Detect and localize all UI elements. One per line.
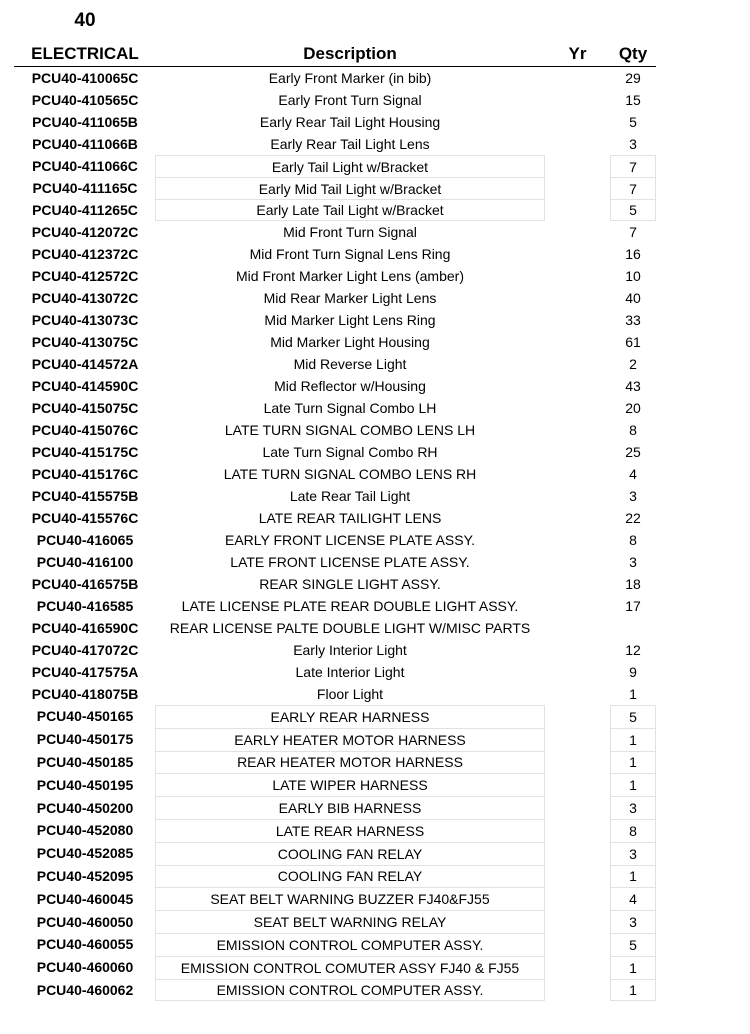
part-year [545, 485, 610, 507]
part-description: COOLING FAN RELAY [155, 865, 545, 888]
part-number: PCU40-460060 [36, 959, 134, 976]
part-number: PCU40-452095 [36, 867, 134, 884]
part-year [545, 617, 610, 639]
part-quantity: 1 [610, 865, 656, 888]
part-year [545, 595, 610, 617]
part-number: PCU40-415575B [31, 488, 139, 504]
part-description: Floor Light [316, 686, 384, 702]
part-number: PCU40-460045 [36, 890, 134, 907]
part-description: COOLING FAN RELAY [155, 842, 545, 865]
part-description: Late Turn Signal Combo LH [263, 400, 437, 416]
part-number: PCU40-418075B [31, 686, 139, 702]
table-row [0, 287, 750, 309]
part-year [545, 331, 610, 353]
part-number: PCU40-412572C [31, 268, 139, 284]
part-quantity: 8 [629, 532, 637, 548]
part-description: SEAT BELT WARNING BUZZER FJ40&FJ55 [155, 887, 545, 910]
table-row [0, 728, 750, 751]
part-quantity: 1 [610, 728, 656, 751]
part-number: PCU40-411165C [32, 180, 138, 196]
part-description: Mid Front Turn Signal [283, 224, 417, 240]
part-quantity: 3 [610, 842, 656, 865]
table-row [0, 910, 750, 933]
part-description: Late Interior Light [295, 664, 405, 680]
part-year [545, 842, 610, 865]
part-year [545, 177, 610, 199]
part-number: PCU40-413072C [31, 290, 139, 306]
part-year [545, 661, 610, 683]
table-row [0, 111, 750, 133]
part-description: Mid Marker Light Housing [270, 334, 430, 350]
part-description: Late Rear Tail Light [289, 488, 411, 504]
part-number: PCU40-460055 [36, 936, 134, 953]
part-quantity: 8 [629, 422, 637, 438]
table-row [0, 67, 750, 89]
table-row [0, 309, 750, 331]
part-description: EMISSION CONTROL COMPUTER ASSY. [155, 933, 545, 956]
part-year [545, 910, 610, 933]
table-row [0, 933, 750, 956]
part-year [545, 265, 610, 287]
table-row [0, 956, 750, 979]
table-row [0, 133, 750, 155]
table-row [0, 551, 750, 573]
part-year [545, 639, 610, 661]
part-year [545, 796, 610, 819]
part-year [545, 773, 610, 796]
part-year [545, 728, 610, 751]
table-row [0, 705, 750, 728]
table-row [0, 485, 750, 507]
part-quantity: 29 [625, 70, 641, 86]
part-quantity: 20 [625, 400, 641, 416]
part-number: PCU40-450185 [36, 753, 134, 770]
part-quantity: 2 [629, 356, 637, 372]
part-description: LATE REAR TAILIGHT LENS [258, 510, 442, 526]
part-year [545, 751, 610, 774]
part-quantity: 5 [610, 933, 656, 956]
table-row [0, 155, 750, 177]
part-number: PCU40-415076C [31, 422, 139, 438]
part-description: LATE TURN SIGNAL COMBO LENS LH [224, 422, 476, 438]
table-row [0, 529, 750, 551]
part-quantity: 18 [625, 576, 641, 592]
part-number: PCU40-417072C [31, 642, 139, 658]
part-quantity: 25 [625, 444, 641, 460]
part-description: EARLY HEATER MOTOR HARNESS [155, 728, 545, 751]
part-number: PCU40-416575B [31, 576, 139, 592]
table-row [0, 842, 750, 865]
table-row [0, 573, 750, 595]
part-quantity: 7 [629, 224, 637, 240]
part-quantity: 1 [610, 773, 656, 796]
part-quantity: 3 [629, 488, 637, 504]
part-quantity: 12 [625, 642, 641, 658]
part-year [545, 133, 610, 155]
part-description: Mid Front Turn Signal Lens Ring [249, 246, 451, 262]
part-quantity: 33 [625, 312, 641, 328]
part-quantity: 4 [610, 887, 656, 910]
part-description: Mid Rear Marker Light Lens [263, 290, 437, 306]
part-description: EMISSION CONTROL COMUTER ASSY FJ40 & FJ55 [155, 956, 545, 979]
part-number: PCU40-416585 [36, 598, 134, 614]
table-row [0, 221, 750, 243]
table-row [0, 199, 750, 221]
part-quantity: 4 [629, 466, 637, 482]
part-description: Early Interior Light [293, 642, 407, 658]
part-quantity: 1 [610, 979, 656, 1002]
part-description: Early Rear Tail Light Housing [259, 114, 441, 130]
header-yr: Yr [568, 44, 587, 63]
part-number: PCU40-410565C [31, 92, 139, 108]
part-year [545, 375, 610, 397]
part-year [545, 67, 610, 89]
part-quantity: 1 [629, 686, 637, 702]
part-number: PCU40-417575A [31, 664, 139, 680]
part-description: EARLY BIB HARNESS [155, 796, 545, 819]
part-quantity: 1 [610, 751, 656, 774]
parts-table [0, 67, 750, 1001]
part-year [545, 507, 610, 529]
part-number: PCU40-413075C [31, 334, 139, 350]
part-number: PCU40-416100 [36, 554, 134, 570]
header-description: Description [303, 44, 397, 63]
part-description: Early Front Turn Signal [278, 92, 422, 108]
header-qty: Qty [618, 44, 648, 63]
part-year [545, 705, 610, 728]
part-description: REAR SINGLE LIGHT ASSY. [259, 576, 441, 592]
part-description: Mid Marker Light Lens Ring [264, 312, 436, 328]
part-year [545, 243, 610, 265]
table-row [0, 887, 750, 910]
part-description: Early Tail Light w/Bracket [155, 155, 545, 177]
table-row [0, 595, 750, 617]
part-number: PCU40-413073C [31, 312, 139, 328]
part-quantity: 5 [629, 114, 637, 130]
part-quantity: 61 [625, 334, 641, 350]
part-description: LATE TURN SIGNAL COMBO LENS RH [223, 466, 477, 482]
part-number: PCU40-415176C [31, 466, 139, 482]
table-row [0, 463, 750, 485]
sheet-number: 40 [74, 10, 96, 31]
part-description: REAR HEATER MOTOR HARNESS [155, 751, 545, 774]
part-description: EMISSION CONTROL COMPUTER ASSY. [155, 979, 545, 1002]
table-row [0, 773, 750, 796]
part-quantity: 16 [625, 246, 641, 262]
table-row [0, 353, 750, 375]
part-number: PCU40-414572A [31, 356, 139, 372]
part-quantity: 10 [625, 268, 641, 284]
header-category: ELECTRICAL [31, 44, 139, 63]
part-description: SEAT BELT WARNING RELAY [155, 910, 545, 933]
part-quantity: 8 [610, 819, 656, 842]
table-row [0, 265, 750, 287]
part-description: Late Turn Signal Combo RH [262, 444, 438, 460]
table-row [0, 639, 750, 661]
table-row [0, 89, 750, 111]
part-description: EARLY FRONT LICENSE PLATE ASSY. [224, 532, 476, 548]
part-number: PCU40-411066B [32, 136, 138, 152]
table-row [0, 397, 750, 419]
part-number: PCU40-411065B [32, 114, 138, 130]
part-year [545, 199, 610, 221]
part-year [545, 287, 610, 309]
part-quantity [610, 617, 656, 639]
table-row [0, 177, 750, 199]
part-year [545, 573, 610, 595]
part-year [545, 155, 610, 177]
part-quantity: 40 [625, 290, 641, 306]
part-number: PCU40-411066C [32, 158, 138, 174]
part-year [545, 865, 610, 888]
part-description: Mid Reverse Light [293, 356, 407, 372]
part-number: PCU40-415175C [31, 444, 139, 460]
part-year [545, 221, 610, 243]
part-number: PCU40-452085 [36, 845, 134, 862]
part-quantity: 43 [625, 378, 641, 394]
part-year [545, 89, 610, 111]
table-row [0, 683, 750, 705]
part-description: LATE REAR HARNESS [155, 819, 545, 842]
part-quantity: 3 [610, 910, 656, 933]
part-description: LATE WIPER HARNESS [155, 773, 545, 796]
table-row [0, 796, 750, 819]
part-number: PCU40-412072C [31, 224, 139, 240]
part-number: PCU40-414590C [31, 378, 139, 394]
part-number: PCU40-411265C [32, 202, 138, 218]
table-row [0, 507, 750, 529]
table-row [0, 419, 750, 441]
table-row [0, 617, 750, 639]
part-description: Early Mid Tail Light w/Bracket [155, 177, 545, 199]
part-description: Mid Reflector w/Housing [274, 378, 426, 394]
part-description: Early Rear Tail Light Lens [270, 136, 430, 152]
table-row [0, 979, 750, 1002]
part-year [545, 111, 610, 133]
part-description: LATE FRONT LICENSE PLATE ASSY. [230, 554, 470, 570]
part-quantity: 15 [625, 92, 641, 108]
part-description: LATE LICENSE PLATE REAR DOUBLE LIGHT ASSY. [181, 598, 519, 614]
part-number: PCU40-412372C [31, 246, 139, 262]
part-number: PCU40-452080 [36, 822, 134, 839]
part-number: PCU40-410065C [31, 70, 139, 86]
part-year [545, 463, 610, 485]
part-quantity: 5 [610, 705, 656, 728]
table-row [0, 441, 750, 463]
part-quantity: 1 [610, 956, 656, 979]
part-number: PCU40-460050 [36, 913, 134, 930]
table-row [0, 751, 750, 774]
part-number: PCU40-450165 [36, 708, 134, 725]
part-year [545, 887, 610, 910]
part-year [545, 419, 610, 441]
part-number: PCU40-450200 [36, 799, 134, 816]
part-quantity: 9 [629, 664, 637, 680]
part-number: PCU40-450195 [36, 776, 134, 793]
part-quantity: 7 [610, 177, 656, 199]
part-year [545, 441, 610, 463]
table-row [0, 865, 750, 888]
part-year [545, 529, 610, 551]
part-year [545, 979, 610, 1002]
part-quantity: 5 [610, 199, 656, 221]
table-row [0, 331, 750, 353]
part-number: PCU40-460062 [36, 981, 134, 998]
table-row [0, 243, 750, 265]
part-number: PCU40-450175 [36, 731, 134, 748]
part-year [545, 397, 610, 419]
part-year [545, 683, 610, 705]
part-year [545, 933, 610, 956]
part-year [545, 819, 610, 842]
part-number: PCU40-415075C [31, 400, 139, 416]
part-description: EARLY REAR HARNESS [155, 705, 545, 728]
part-year [545, 551, 610, 573]
part-quantity: 3 [629, 554, 637, 570]
part-description: REAR LICENSE PALTE DOUBLE LIGHT W/MISC PARTS [169, 620, 531, 636]
part-description: Mid Front Marker Light Lens (amber) [236, 268, 464, 284]
part-number: PCU40-415576C [31, 510, 139, 526]
part-year [545, 309, 610, 331]
part-quantity: 22 [625, 510, 641, 526]
part-quantity: 7 [610, 155, 656, 177]
part-quantity: 3 [629, 136, 637, 152]
part-quantity: 17 [625, 598, 641, 614]
table-row [0, 375, 750, 397]
part-number: PCU40-416590C [31, 620, 139, 636]
part-year [545, 956, 610, 979]
part-description: Early Late Tail Light w/Bracket [155, 199, 545, 221]
part-number: PCU40-416065 [36, 532, 134, 548]
part-description: Early Front Marker (in bib) [268, 70, 432, 86]
table-row [0, 819, 750, 842]
part-year [545, 353, 610, 375]
table-row [0, 661, 750, 683]
part-quantity: 3 [610, 796, 656, 819]
